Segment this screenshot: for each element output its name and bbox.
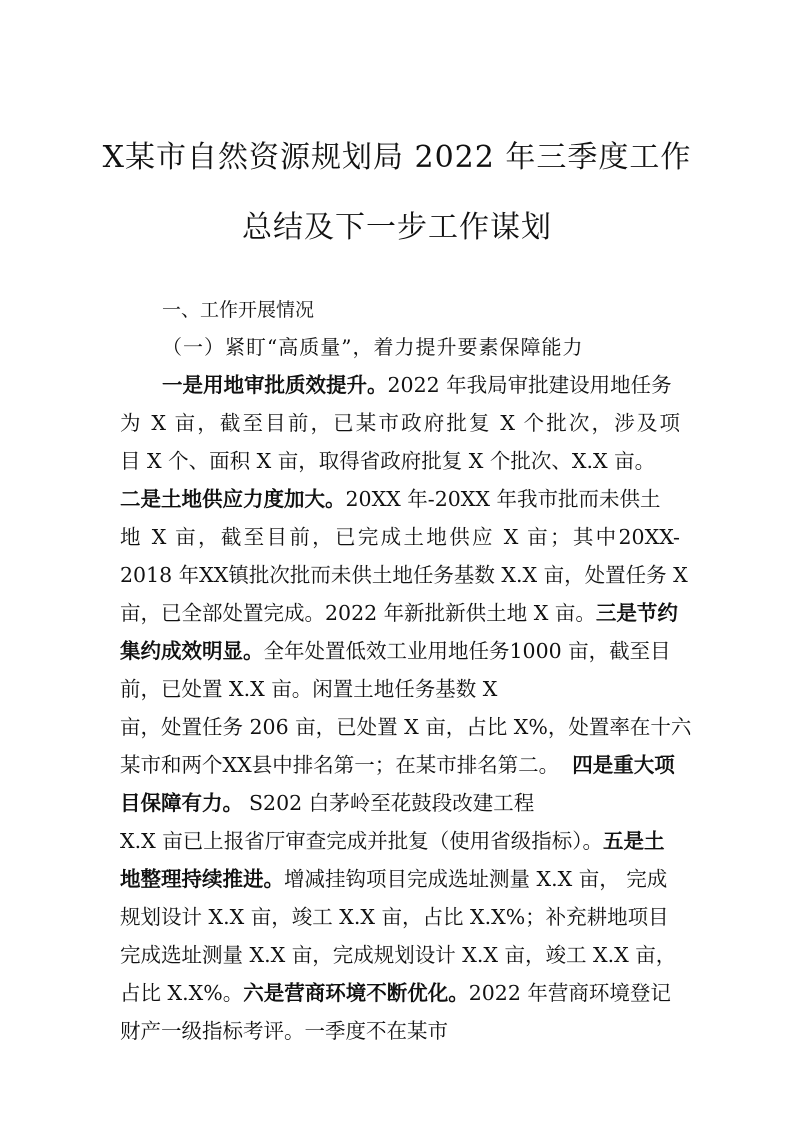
bold-lead: 地整理持续推进。	[120, 867, 284, 891]
paragraph-line: 财产一级指标考评。一季度不在某市	[120, 1019, 448, 1043]
bold-lead: 集约成效明显。	[120, 639, 264, 663]
paragraph-line: 2018 年XX镇批次批而未供土地任务基数 X.X 亩，处置任务 X	[120, 563, 688, 587]
paragraph-line: 为 X 亩，截至目前，已某市政府批复 X 个批次，涉及项	[120, 411, 680, 435]
bold-lead: 六是营商环境不断优化。	[243, 981, 469, 1005]
section-heading: 一、工作开展情况	[162, 299, 315, 321]
paragraph-line: 集约成效明显。全年处置低效工业用地任务1000 亩，截至目	[120, 639, 671, 663]
paragraph-line: 地整理持续推进。增减挂钩项目完成选址测量 X.X 亩， 完成	[120, 867, 668, 891]
subsection-heading: （一）紧盯“高质量”，着力提升要素保障能力	[162, 335, 584, 359]
paragraph-line: X.X 亩已上报省厅审查完成并批复（使用省级指标）。五是土	[120, 829, 665, 853]
paragraph-line: 目保障有力。 S202 白茅岭至花鼓段改建工程	[120, 791, 535, 815]
paragraph-line: 某市和两个XX县中排名第一；在某市排名第二。 四是重大项	[120, 753, 675, 777]
bold-lead: 目保障有力。	[120, 791, 243, 815]
bold-lead: 四是重大项	[572, 753, 675, 777]
bold-lead: 二是土地供应力度加大。	[120, 487, 346, 511]
paragraph-line: 二是土地供应力度加大。20XX 年-20XX 年我市批而未供土	[120, 487, 661, 511]
bold-lead: 五是土	[602, 829, 665, 853]
paragraph-line: 亩，处置任务 206 亩，已处置 X 亩，占比 X%，处置率在十六	[120, 715, 692, 739]
bold-lead: 一是用地审批质效提升。	[162, 373, 388, 397]
paragraph-line: 占比 X.X%。六是营商环境不断优化。2022 年营商环境登记	[120, 981, 671, 1005]
bold-lead: 三是节约	[595, 601, 678, 625]
paragraph-line: 规划设计 X.X 亩，竣工 X.X 亩，占比 X.X%；补充耕地项目	[120, 905, 669, 929]
document-title-line-2: 总结及下一步工作谋划	[242, 210, 552, 245]
paragraph-line: 一是用地审批质效提升。2022 年我局审批建设用地任务	[162, 373, 672, 397]
paragraph-line: 地 X 亩，截至目前，已完成土地供应 X 亩；其中20XX-	[120, 525, 680, 549]
paragraph-line: 亩，已全部处置完成。2022 年新批新供土地 X 亩。三是节约	[120, 601, 678, 625]
paragraph-line: 目 X 个、面积 X 亩，取得省政府批复 X 个批次、X.X 亩。	[120, 449, 656, 473]
paragraph-line: 前，已处置 X.X 亩。闲置土地任务基数 X	[120, 677, 498, 701]
document-title-line-1: X某市自然资源规划局 2022 年三季度工作	[102, 140, 692, 175]
paragraph-line: 完成选址测量 X.X 亩，完成规划设计 X.X 亩，竣工 X.X 亩，	[120, 943, 677, 967]
